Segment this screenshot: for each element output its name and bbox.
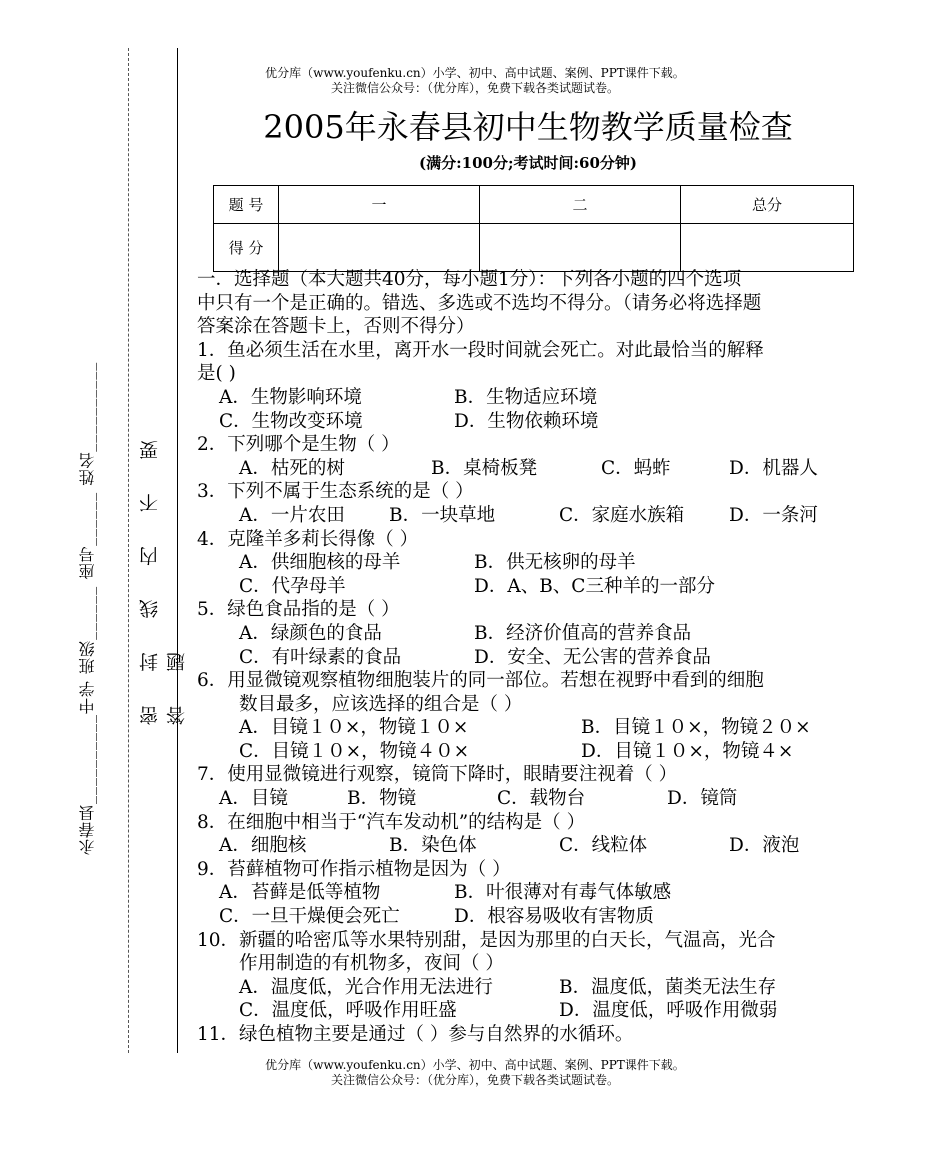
question-stem: 11．绿色植物主要是通过（ ）参与自然界的水循环。 [197, 1024, 634, 1045]
option[interactable]: B．生物适应环境 [454, 386, 598, 408]
option[interactable]: D．A、B、C三种羊的一部分 [474, 575, 715, 597]
section-intro-line: 一．选择题（本大题共40分，每小题1分）：下列各小题的四个选项 [197, 269, 742, 290]
section-intro-line: 答案涂在答题卡上，否则不得分） [197, 316, 475, 338]
question-stem: 2．下列哪个是生物（ ） [197, 434, 400, 456]
option[interactable]: C．一旦干燥便会死亡 [219, 906, 400, 928]
footer-line-1: 优分库（www.youfenku.cn）小学、初中、高中试题、案例、PPT课件下载。 [265, 1058, 685, 1072]
option-row [197, 787, 865, 811]
option-row [197, 386, 865, 410]
option[interactable]: B．经济价值高的营养食品 [474, 622, 692, 644]
option[interactable]: A．细胞核 [219, 835, 307, 857]
option[interactable]: A．绿颜色的食品 [239, 622, 382, 644]
score-header-cell: 题 号 [214, 186, 279, 224]
option[interactable]: C．载物台 [497, 788, 586, 810]
option[interactable]: B．染色体 [389, 835, 477, 857]
question-stem: 3．下列不属于生态系统的是（ ） [197, 481, 474, 503]
option[interactable]: B．物镜 [347, 788, 417, 810]
question-stem: 10．新疆的哈密瓜等水果特别甜，是因为那里的白天长，气温高，光合 [197, 929, 776, 951]
exam-title: 2005年永春县初中生物教学质量检查 [263, 108, 793, 146]
option[interactable]: A．供细胞核的母羊 [239, 552, 401, 574]
option[interactable]: C．有叶绿素的食品 [239, 646, 402, 668]
option-row [197, 410, 865, 434]
student-info-vertical: 永春县__________中学 班级______ 座号______ 姓名__________ [78, 361, 97, 855]
option-row [197, 905, 865, 929]
option[interactable]: C．生物改变环境 [219, 410, 363, 432]
question-stem: 4．克隆羊多莉长得像（ ） [197, 528, 419, 550]
score-header-cell: 一 [279, 186, 480, 224]
option-row [197, 976, 865, 1000]
score-table-score-row [214, 224, 854, 272]
option[interactable]: D．温度低，呼吸作用微弱 [559, 1000, 778, 1022]
option[interactable]: D．安全、无公害的营养食品 [474, 646, 711, 668]
score-cell[interactable] [279, 224, 480, 272]
option-row [197, 504, 865, 528]
option[interactable]: C．家庭水族箱 [559, 504, 685, 526]
option[interactable]: B．一块草地 [389, 504, 496, 526]
score-table [213, 185, 854, 272]
option[interactable]: C．代孕母羊 [239, 575, 346, 597]
option[interactable]: D．机器人 [729, 457, 818, 479]
seal-notice-vertical: 密 封 线 内 不 要 答 题 [139, 426, 188, 725]
question-stem: 作用制造的有机物多，夜间（ ） [239, 953, 504, 975]
option[interactable]: D．一条河 [729, 504, 818, 526]
option[interactable]: D．镜筒 [667, 788, 738, 810]
footer-line-2: 关注微信公众号：（优分库），免费下载各类试题试卷。 [330, 1073, 619, 1087]
option[interactable]: C．目镜１０×，物镜４０× [239, 740, 470, 762]
score-cell[interactable] [480, 224, 681, 272]
score-table-header-row [214, 186, 854, 224]
option[interactable]: D．目镜１０×，物镜４× [581, 740, 794, 762]
option[interactable]: A．一片农田 [239, 504, 345, 526]
option[interactable]: B．目镜１０×，物镜２０× [581, 717, 811, 739]
option-row [197, 999, 865, 1023]
option[interactable]: D．生物依赖环境 [454, 410, 599, 432]
question-stem: 6．用显微镜观察植物细胞装片的同一部位。若想在视野中看到的细胞 [197, 670, 764, 692]
option[interactable]: C．温度低，呼吸作用旺盛 [239, 1000, 457, 1022]
score-row-label: 得 分 [214, 224, 279, 272]
option[interactable]: B．桌椅板凳 [431, 457, 538, 479]
option[interactable]: A．目镜１０×，物镜１０× [239, 717, 469, 739]
question-stem: 数目最多，应该选择的组合是（ ） [239, 693, 523, 715]
exam-subtitle: (满分:100分;考试时间:60分钟) [419, 154, 637, 172]
question-stem: 9．苔藓植物可作指示植物是因为（ ） [197, 858, 511, 880]
option[interactable]: B．供无核卵的母羊 [474, 552, 636, 574]
option[interactable]: A．苔藓是低等植物 [219, 882, 381, 904]
option[interactable]: A．温度低，光合作用无法进行 [239, 976, 493, 998]
option[interactable]: D．液泡 [729, 835, 800, 857]
option[interactable]: A．生物影响环境 [219, 386, 362, 408]
option-row [197, 834, 865, 858]
question-stem: 是( ) [197, 363, 236, 385]
option[interactable]: A．枯死的树 [239, 457, 345, 479]
option-row [197, 551, 865, 575]
section-intro-line: 中只有一个是正确的。错选、多选或不选均不得分。（请务必将选择题 [197, 292, 762, 314]
option-row [197, 622, 865, 646]
score-header-cell: 总分 [681, 186, 854, 224]
header-line-1: 优分库（www.youfenku.cn）小学、初中、高中试题、案例、PPT课件下载。 [265, 66, 685, 80]
option[interactable]: C．蚂蚱 [601, 457, 671, 479]
option[interactable]: B．温度低，菌类无法生存 [559, 976, 777, 998]
option-row [197, 740, 865, 764]
option[interactable]: D．根容易吸收有害物质 [454, 906, 654, 928]
question-content [197, 268, 865, 1047]
option-row [197, 881, 865, 905]
question-stem: 7．使用显微镜进行观察，镜筒下降时，眼睛要注视着（ ） [197, 764, 678, 786]
option-row [197, 575, 865, 599]
option[interactable]: C．线粒体 [559, 835, 648, 857]
question-stem: 5．绿色食品指的是（ ） [197, 599, 400, 621]
option-row [197, 646, 865, 670]
question-stem: 1．鱼必须生活在水里，离开水一段时间就会死亡。对此最恰当的解释 [197, 339, 764, 361]
option-row [197, 457, 865, 481]
binding-dashed-line [128, 48, 129, 1053]
option[interactable]: A．目镜 [219, 788, 288, 810]
option-row [197, 716, 865, 740]
option[interactable]: B．叶很薄对有毒气体敏感 [454, 882, 672, 904]
score-cell[interactable] [681, 224, 854, 272]
score-header-cell: 二 [480, 186, 681, 224]
question-stem: 8．在细胞中相当于“汽车发动机”的结构是（ ） [197, 811, 586, 833]
header-line-2: 关注微信公众号：（优分库），免费下载各类试题试卷。 [330, 81, 619, 95]
